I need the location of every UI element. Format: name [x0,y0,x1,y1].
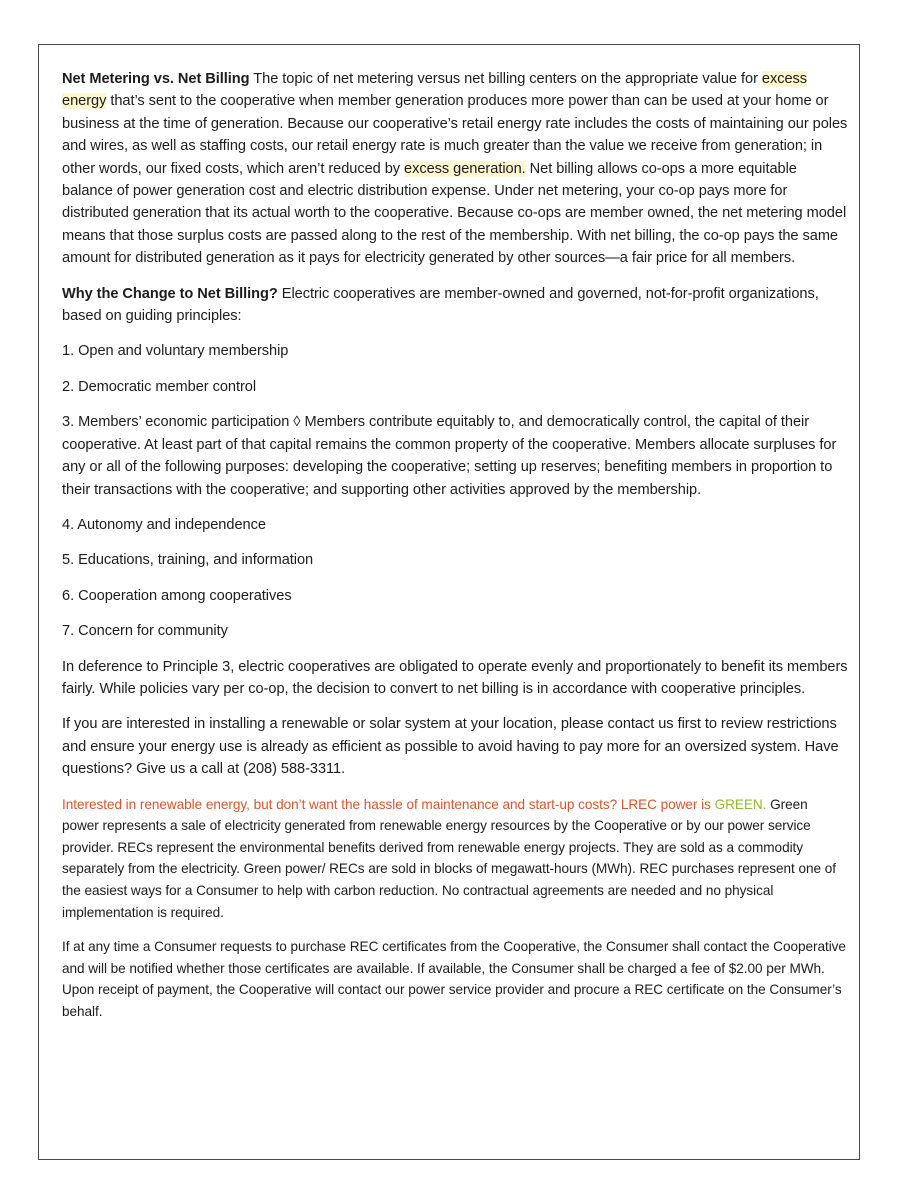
net-metering-paragraph: Net Metering vs. Net Billing The topic of net metering versus net billing centers on the appropriate value for excess energy that’s sent to the cooperative when member generation produces more power than can be used at your home or business at the time of generation. Because our cooperative’s retail energy rate includes the costs of maintaining our poles and wires, as well as staffing costs, our retail energy rate is much greater than the value we receive from generation; in other words, our fixed costs, which aren’t reduced by excess generation. Net billing allows co-ops a more equitable balance of power generation cost and electric distribution expense. Under net metering, your co-op pays more for distributed generation that its actual worth to the cooperative. Because co-ops are member owned, the net metering model means that those surplus costs are passed along to the rest of the membership. With net billing, the co-op pays the same amount for distributed generation as it pays for electricity generated by other sources—a fair price for all members. [62,71,848,267]
document-body [62,68,848,1036]
principle-item: 6. Cooperation among cooperatives [62,587,292,604]
principle-item: 2. Democratic member control [62,378,257,395]
why-change-heading: Why the Change to Net Billing? [62,285,278,302]
green-power-lead: Interested in renewable energy, but don’t want the hassle of maintenance and start-up costs? LREC power is [62,796,715,812]
principle-item: 4. Autonomy and independence [62,516,266,533]
why-change-paragraph: Why the Change to Net Billing? Electric cooperatives are member-owned and governed, not-for-profit organizations, based on guiding principles: [62,285,819,325]
deference-paragraph: In deference to Principle 3, electric cooperatives are obligated to operate evenly and proportionately to benefit its members fairly. While policies vary per co-op, the decision to convert to net billing is in accordance with cooperative principles. [62,658,848,697]
green-power-paragraph: Interested in renewable energy, but don’t want the hassle of maintenance and start-up costs? LREC power is GREEN. Green power represents a sale of electricity generated from renewable energy resources by the Cooperative or by our power service provider. RECs represent the environmental benefits derived from renewable energy projects. They are sold as a commodity separately from the electricity. Green power/ RECs are sold in blocks of megawatt-hours (MWh). REC purchases represent one of the easiest ways for a Consumer to help with carbon reduction. No contractual agreements are needed and no physical implementation is required. [62,796,836,920]
principle-item: 1. Open and voluntary membership [62,343,289,360]
principle-item: 5. Educations, training, and information [62,552,314,569]
highlight-excess-generation: excess generation. [404,160,526,177]
principle-item: 7. Concern for community [62,623,228,640]
contact-paragraph: If you are interested in installing a renewable or solar system at your location, please contact us first to review restrictions and ensure your energy use is already as efficient as possible to avoid having to pay more for an oversized system. Have questions? Give us a call at (208) 588-3311. [62,716,839,778]
principle-item: 3. Members’ economic participation ◊ Members contribute equitably to, and democratically control, the capital of their cooperative. At least part of that capital remains the common property of the cooperative. Members allocate surpluses for any or all of the following purposes: developing the cooperative; setting up reserves; benefiting members in proportion to their transactions with the cooperative; and supporting other activities approved by the membership. [62,414,837,498]
green-word: GREEN. [714,796,767,812]
highlight-excess-energy: excess energy [62,71,808,110]
net-metering-heading: Net Metering vs. Net Billing [62,71,250,87]
rec-purchase-paragraph: If at any time a Consumer requests to purchase REC certificates from the Cooperative, the Consumer shall contact the Cooperative and will be notified whether those certificates are available. If available, the Consumer shall be charged a fee of $2.00 per MWh. Upon receipt of payment, the Cooperative will contact our power service provider and procure a REC certificate on the Consumer’s behalf. [62,939,846,1019]
